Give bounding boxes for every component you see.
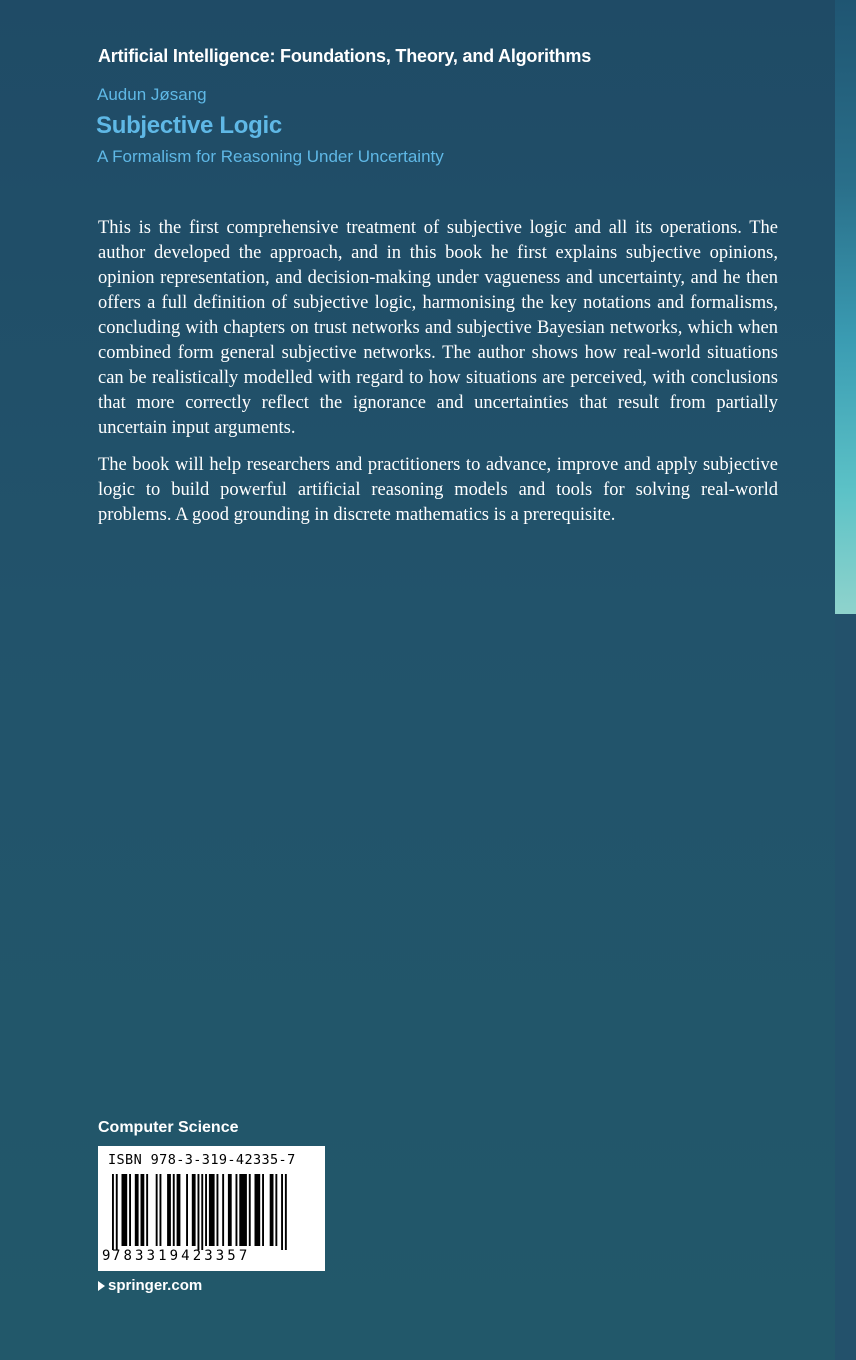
cover-edge-gradient-strip <box>835 0 856 614</box>
barcode-bar <box>201 1174 203 1250</box>
barcode-bar <box>275 1174 277 1246</box>
barcode-bar <box>249 1174 251 1246</box>
barcode-bar <box>205 1174 207 1246</box>
barcode-bar <box>156 1174 158 1246</box>
ean-digits: 783319423357 <box>112 1248 251 1264</box>
barcode-bar <box>186 1174 188 1246</box>
subject-category: Computer Science <box>98 1119 239 1136</box>
barcode-bar <box>112 1174 114 1250</box>
barcode-bar <box>177 1174 181 1246</box>
website-label: springer.com <box>108 1277 203 1294</box>
barcode-bar <box>239 1174 247 1246</box>
description-paragraph-2: The book will help researchers and practitioners to advance, improve and apply subjective logic to build powerful artificial reasoning models and tools for solving real-world problems. A good grounding in discrete mathematics is a prerequisite. <box>98 455 778 525</box>
barcode-bar <box>198 1174 200 1250</box>
barcode-bar <box>122 1174 128 1246</box>
barcode-bar <box>255 1174 261 1246</box>
barcode-bar <box>217 1174 219 1246</box>
barcode-bar <box>262 1174 264 1246</box>
barcode-bar <box>285 1174 287 1250</box>
book-title: Subjective Logic <box>96 112 282 139</box>
barcode-bar <box>236 1174 238 1246</box>
barcode-bar <box>160 1174 162 1246</box>
series-title: Artificial Intelligence: Foundations, Theory, and Algorithms <box>98 46 592 66</box>
barcode-bar <box>146 1174 148 1246</box>
barcode-bar <box>116 1174 118 1250</box>
barcode-bar <box>209 1174 215 1246</box>
barcode-bar <box>135 1174 139 1246</box>
isbn-barcode <box>98 1146 325 1271</box>
author-name: Audun Jøsang <box>97 85 207 104</box>
barcode-bar <box>270 1174 274 1246</box>
book-description <box>98 216 778 540</box>
cover-edge-strip-lower <box>835 614 856 1360</box>
ean-first-digit: 9 <box>102 1248 111 1264</box>
barcode-bar <box>222 1174 224 1246</box>
book-subtitle: A Formalism for Reasoning Under Uncertainty <box>97 147 444 166</box>
barcode-bar <box>281 1174 283 1250</box>
barcode-bar <box>129 1174 131 1246</box>
isbn-label: ISBN 978-3-319-42335-7 <box>108 1152 296 1168</box>
barcode-bar <box>167 1174 171 1246</box>
publisher-website <box>98 1277 202 1294</box>
description-paragraph-1: This is the first comprehensive treatment of subjective logic and all its operations. The author developed the approach, and in this book he first explains subjective opinions, opinion representation, and decision-making under vagueness and uncertainty, and he then offers a full definition of subjective logic, harmonising the key notations and formalisms, concluding with chapters on trust networks and subjective Bayesian networks, which when combined form general subjective networks. The author shows how real-world situations can be realistically modelled with regard to how situations are perceived, with conclusions that more correctly reflect the ignorance and uncertainties that result from partially uncertain input arguments. <box>98 218 778 438</box>
barcode-bar <box>192 1174 196 1246</box>
barcode-bar <box>141 1174 145 1246</box>
barcode-bar <box>228 1174 232 1246</box>
barcode-bar <box>173 1174 175 1246</box>
arrow-right-icon <box>98 1281 105 1291</box>
